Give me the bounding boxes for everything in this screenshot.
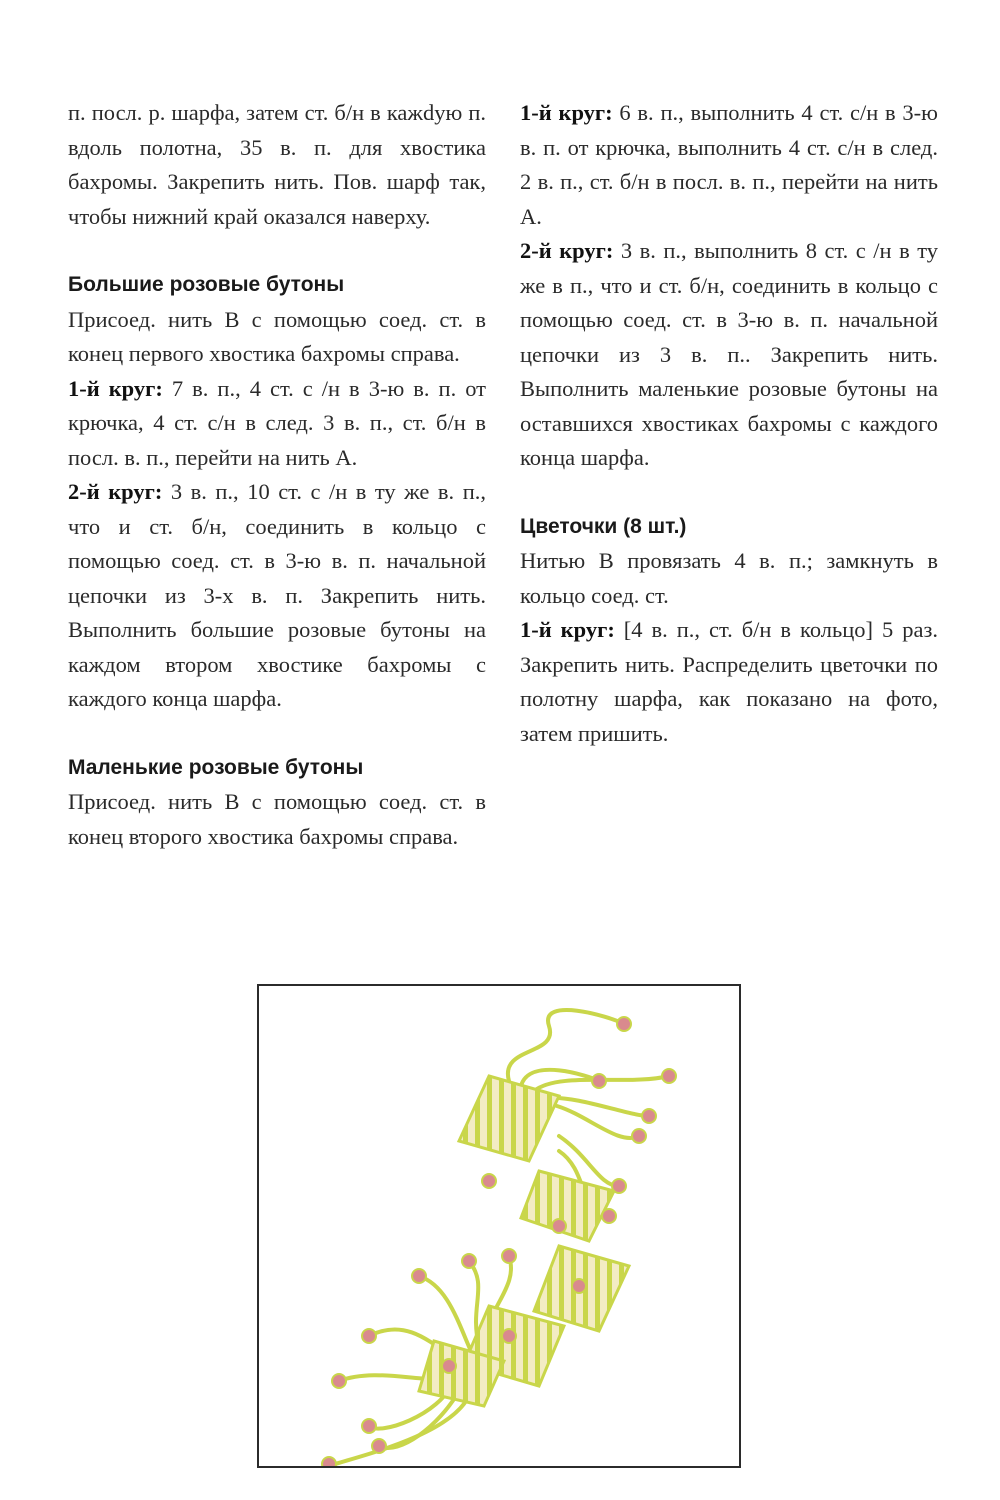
pink-bud xyxy=(502,1329,516,1343)
pink-bud xyxy=(662,1069,676,1083)
pink-bud xyxy=(362,1419,376,1433)
round-text: 3 в. п., выполнить 8 ст. с /н в ту же в п., что и ст. б/н, соединить в кольцо с помощью соед. ст. в 3-ю в. п. начальной цепочки из 3 в. п.. Закрепить нить. Выполнить маленькие розовые бутоны на оставшихся хвостиках бахромы с каждого конца шарфа. xyxy=(520,238,938,470)
big-buds-round-1 xyxy=(68,372,486,476)
pink-bud xyxy=(602,1209,616,1223)
pink-bud xyxy=(482,1174,496,1188)
small-buds-round-2 xyxy=(520,234,938,476)
small-buds-round-1 xyxy=(520,96,938,234)
pink-bud xyxy=(612,1179,626,1193)
pink-bud xyxy=(442,1359,456,1373)
pink-bud xyxy=(552,1219,566,1233)
pink-bud xyxy=(617,1017,631,1031)
pink-bud xyxy=(362,1329,376,1343)
pink-bud xyxy=(332,1374,346,1388)
round-label: 2-й круг: xyxy=(68,479,163,504)
pink-bud xyxy=(462,1254,476,1268)
flowers-heading: Цветочки (8 шт.) xyxy=(520,514,687,538)
pink-bud xyxy=(632,1129,646,1143)
pink-bud xyxy=(372,1439,386,1453)
right-column xyxy=(520,96,938,751)
scarf-photo xyxy=(257,984,741,1468)
intro-paragraph: п. посл. р. шарфа, затем ст. б/н в кажdую п. вдоль полотна, 35 в. п. для хвостика бахромы. Закрепить нить. Пов. шарф так, чтобы нижний край оказался наверху. xyxy=(68,100,486,229)
flowers-start: Нитью В провязать 4 в. п.; замкнуть в кольцо соед. ст. xyxy=(520,548,938,608)
round-text: 7 в. п., 4 ст. с /н в 3-ю в. п. от крючка, 4 ст. с/н в след. 3 в. п., ст. б/н в посл. в. п., перейти на нить А. xyxy=(68,375,486,470)
pink-bud xyxy=(642,1109,656,1123)
small-buds-join: Присоед. нить В с помощью соед. ст. в конец второго хвостика бахромы справа. xyxy=(68,789,486,849)
round-text: 3 в. п., 10 ст. с /н в ту же в. п., что и ст. б/н, соединить в кольцо с помощью соед. ст. в 3-ю в. п. начальной цепочки из 3-х в. п. Закрепить нить. Выполнить большие розовые бутоны на каждом втором хвостике бахромы с каждого конца шарфа. xyxy=(68,479,486,711)
scarf-illustration xyxy=(259,986,739,1466)
small-buds-heading: Маленькие розовые бутоны xyxy=(68,755,364,779)
scarf-segment xyxy=(521,1171,614,1241)
round-text: [4 в. п., ст. б/н в кольцо] 5 раз. Закрепить нить. Распределить цветочки по полотну шарфа, как показано на фото, затем пришить. xyxy=(520,617,938,746)
round-label: 2-й круг: xyxy=(520,238,614,263)
pink-bud xyxy=(502,1249,516,1263)
round-label: 1-й круг: xyxy=(520,100,613,125)
left-column xyxy=(68,96,486,854)
pink-bud xyxy=(322,1457,336,1466)
flowers-round-1 xyxy=(520,613,938,751)
round-label: 1-й круг: xyxy=(520,617,615,642)
big-buds-round-2 xyxy=(68,475,486,717)
scarf-segment xyxy=(459,1076,559,1161)
pink-bud xyxy=(592,1074,606,1088)
big-buds-heading: Большие розовые бутоны xyxy=(68,273,345,296)
round-text: 6 в. п., выполнить 4 ст. с/н в 3-ю в. п. от крючка, выполнить 4 ст. с/н в след. 2 в. п., ст. б/н в посл. в. п., перейти на нить А. xyxy=(520,100,938,229)
pink-bud xyxy=(572,1279,586,1293)
pink-bud xyxy=(412,1269,426,1283)
round-label: 1-й круг: xyxy=(68,375,163,401)
big-buds-join: Присоед. нить В с помощью соед. ст. в конец первого хвостика бахромы справа. xyxy=(68,306,486,366)
